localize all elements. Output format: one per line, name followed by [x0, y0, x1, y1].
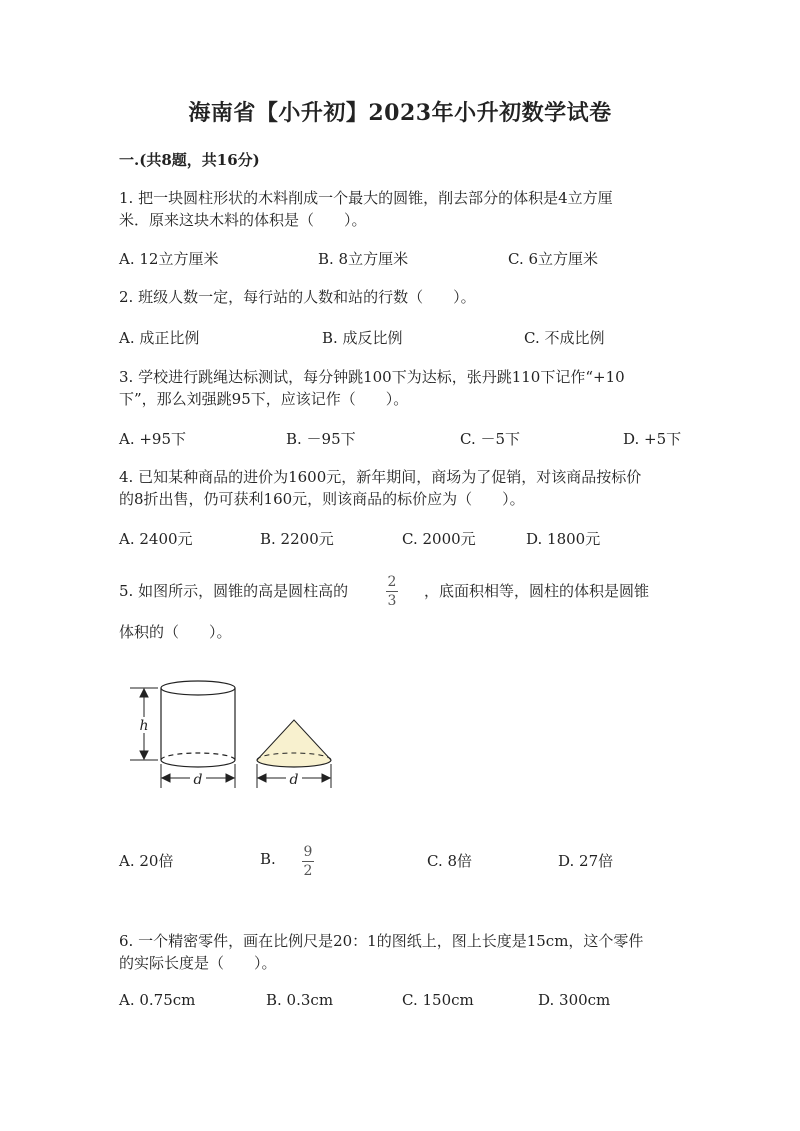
- question-5-option-d: D. 27倍: [558, 852, 614, 870]
- section-heading: 一.(共8题，共16分): [119, 151, 260, 169]
- question-5-option-b-fraction: [302, 844, 314, 879]
- fraction-numerator: 2: [387, 574, 397, 590]
- question-5-line-2: 体积的（ ）。: [119, 623, 232, 641]
- question-1-option-b: B. 8立方厘米: [318, 250, 409, 268]
- cylinder-cone-figure: [124, 672, 344, 797]
- question-1-option-c: C. 6立方厘米: [508, 250, 599, 268]
- option-b-fraction-bar: [302, 861, 314, 862]
- question-6-option-a: A. 0.75cm: [119, 991, 196, 1009]
- question-5-option-c: C. 8倍: [427, 852, 473, 870]
- question-5-line-1-end: ，底面积相等，圆柱的体积是圆锥: [424, 582, 650, 600]
- question-6-line-2: 的实际长度是（ ）。: [119, 954, 277, 972]
- question-3-option-c: C. －5下: [460, 430, 521, 448]
- cylinder-diameter-label: d: [193, 772, 203, 788]
- question-3-line-2: 下”，那么刘强跳95下，应该记作（ ）。: [119, 390, 409, 408]
- page-title: 海南省【小升初】2023年小升初数学试卷: [188, 100, 612, 126]
- question-6-option-d: D. 300cm: [538, 991, 611, 1009]
- question-6-option-b: B. 0.3cm: [266, 991, 334, 1009]
- question-1-option-a: A. 12立方厘米: [119, 250, 219, 268]
- question-4-option-d: D. 1800元: [526, 530, 601, 548]
- option-b-denominator: 2: [303, 863, 313, 879]
- question-2-line-1: 2. 班级人数一定，每行站的人数和站的行数（ ）。: [119, 288, 476, 306]
- height-label: h: [139, 718, 149, 734]
- question-4-option-c: C. 2000元: [402, 530, 476, 548]
- question-4-line-2: 的8折出售，仍可获利160元，则该商品的标价应为（ ）。: [119, 490, 525, 508]
- question-3-option-a: A. +95下: [119, 430, 187, 448]
- question-3-line-1: 3. 学校进行跳绳达标测试，每分钟跳100下为达标，张丹跳110下记作“+10: [119, 368, 625, 386]
- question-6-line-1: 6. 一个精密零件，画在比例尺是20：1的图纸上，图上长度是15cm，这个零件: [119, 932, 644, 950]
- cone-shape: [257, 720, 331, 767]
- question-6-option-c: C. 150cm: [402, 991, 474, 1009]
- cone-diameter-label: d: [289, 772, 299, 788]
- question-3-option-b: B. －95下: [286, 430, 356, 448]
- question-4-line-1: 4. 已知某种商品的进价为1600元，新年期间，商场为了促销，对该商品按标价: [119, 468, 642, 486]
- question-4-option-a: A. 2400元: [119, 530, 193, 548]
- fraction-denominator: 3: [387, 593, 397, 609]
- question-1-line-2: 米．原来这块木料的体积是（ ）。: [119, 211, 367, 229]
- question-2-option-a: A. 成正比例: [119, 329, 200, 347]
- question-5-fraction: [386, 574, 398, 609]
- question-3-option-d: D. +5下: [623, 430, 682, 448]
- question-5-option-a: A. 20倍: [119, 852, 174, 870]
- fraction-bar: [386, 591, 398, 592]
- question-5-option-b: B.: [260, 850, 276, 868]
- cylinder-shape: [161, 681, 235, 767]
- question-5-line-1-start: 5. 如图所示，圆锥的高是圆柱高的: [119, 582, 349, 600]
- question-2-option-c: C. 不成比例: [524, 329, 605, 347]
- question-4-option-b: B. 2200元: [260, 530, 334, 548]
- question-1-line-1: 1. 把一块圆柱形状的木料削成一个最大的圆锥，削去部分的体积是4立方厘: [119, 189, 613, 207]
- question-2-option-b: B. 成反比例: [322, 329, 403, 347]
- option-b-numerator: 9: [303, 844, 313, 860]
